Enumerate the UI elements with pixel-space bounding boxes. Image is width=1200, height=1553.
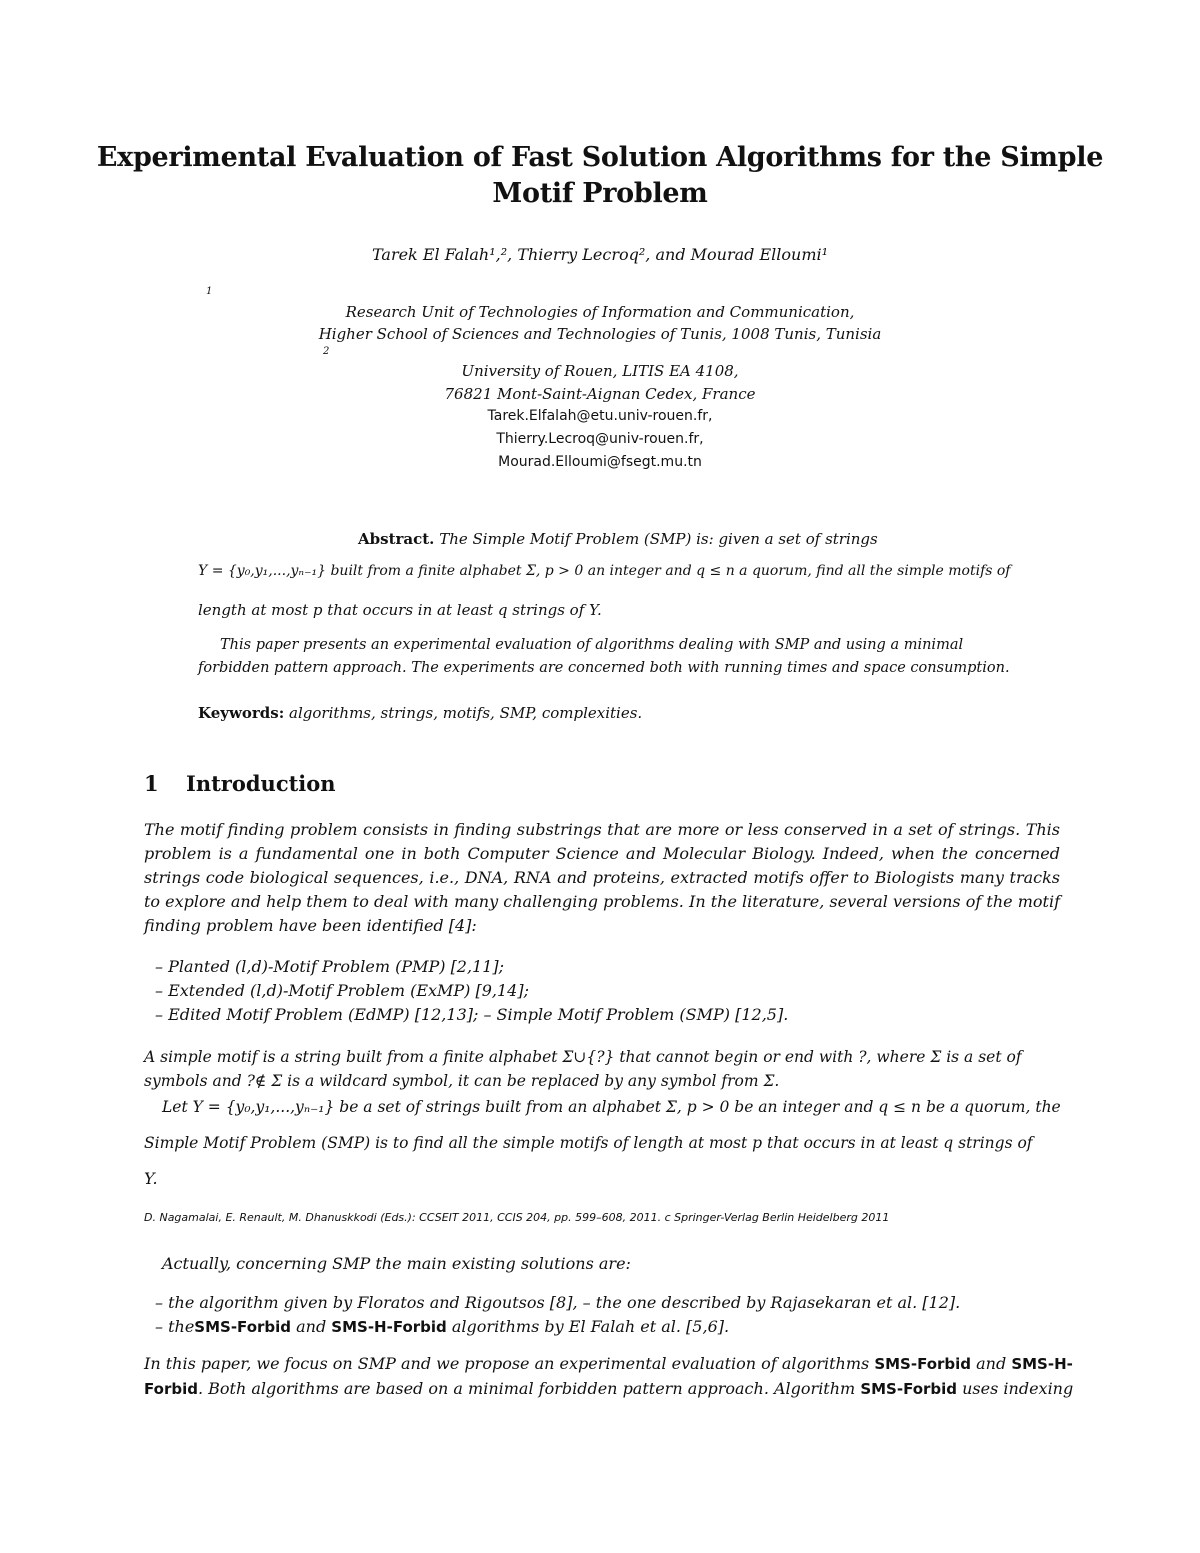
intro-paragraph-3-line-3: Y. (144, 1169, 158, 1188)
intro-paragraph-4: Actually, concerning SMP the main existing solutions are: (162, 1254, 631, 1273)
affiliation-mark-2: 2 (323, 346, 330, 357)
list-item-sms-forbid (155, 1317, 729, 1336)
algorithm-name: SMS-H-Forbid (331, 1318, 447, 1336)
keywords (198, 704, 642, 722)
intro-paragraph-2-line-2: symbols and ?∉ Σ is a wildcard symbol, it can be replaced by any symbol from Σ. (144, 1072, 780, 1090)
algorithm-name: SMS-Forbid (874, 1355, 972, 1373)
list-item-exmp: – Extended (l,d)-Motif Problem (ExMP) [9,14]; (155, 981, 529, 1000)
title-line-2: Motif Problem (492, 178, 708, 209)
intro-paragraph-5-line-1 (144, 1354, 1073, 1373)
section-heading: Introduction (186, 771, 336, 796)
abstract-text-1: The Simple Motif Problem (SMP) is: given a set of strings (439, 530, 878, 548)
affiliation-2-line-1: University of Rouen, LITIS EA 4108, (461, 362, 739, 380)
list-item-pmp: – Planted (l,d)-Motif Problem (PMP) [2,11]; (155, 957, 505, 976)
intro-paragraph-1: The motif finding problem consists in finding substrings that are more or less conserved in a set of strings. This problem is a fundamental one in both Computer Science and Molecular Biology. Indeed, when the concerned strings code biological sequences, i.e., DNA, RNA and proteins, extracted motifs offer to Biologists many tracks to explore and help them to deal with many challenging problems. In the literature, several versions of the motif finding problem have been identified [4]: (144, 820, 1060, 935)
intro-paragraph-2-line-1: A simple motif is a string built from a finite alphabet Σ∪{?} that cannot begin or end with ?, where Σ is a set of (144, 1048, 1022, 1066)
intro-paragraph-3-line-2: Simple Motif Problem (SMP) is to find all the simple motifs of length at most p that occurs in at least q strings of (144, 1134, 1033, 1152)
section-number: 1 (144, 771, 159, 796)
citation-footer: D. Nagamalai, E. Renault, M. Dhanuskkodi (Eds.): CCSEIT 2011, CCIS 204, pp. 599–608, 2011. c Springer-Verlag Berlin Heidelberg 2011 (144, 1211, 890, 1224)
abstract-line-5: forbidden pattern approach. The experiments are concerned both with running times and space consumption. (198, 660, 1010, 676)
intro-paragraph-2 (144, 1045, 1060, 1093)
para5-text: In this paper, we focus on SMP and we propose an experimental evaluation of algorithms (144, 1354, 870, 1373)
list-item-and: and (296, 1317, 327, 1336)
affiliation-1-line-2: Higher School of Sciences and Technologies of Tunis, 1008 Tunis, Tunisia (318, 325, 882, 343)
affiliation-1-line-1: Research Unit of Technologies of Information and Communication, (345, 303, 855, 321)
abstract-line-2: Y = {y₀,y₁,...,yₙ₋₁} built from a finite alphabet Σ, p > 0 an integer and q ≤ n a quorum, find all the simple motifs of (198, 563, 1011, 579)
para5-text: uses indexing (962, 1379, 1074, 1398)
author-email-3: Mourad.Elloumi@fsegt.mu.tn (498, 454, 702, 470)
author-email-2: Thierry.Lecroq@univ-rouen.fr, (496, 431, 704, 447)
list-item-prefix: – the (155, 1317, 195, 1336)
para5-text: . Both algorithms are based on a minimal forbidden pattern approach. Algorithm (197, 1379, 856, 1398)
affiliation-mark-1: 1 (206, 286, 213, 297)
list-item-edmp-smp: – Edited Motif Problem (EdMP) [12,13]; – Simple Motif Problem (SMP) [12,5]. (155, 1005, 789, 1024)
abstract-line-3: length at most p that occurs in at least q strings of Y. (198, 601, 602, 619)
abstract-line-1 (358, 530, 878, 548)
para5-text: and (976, 1354, 1007, 1373)
title-line-1: Experimental Evaluation of Fast Solution Algorithms for the Simple (96, 142, 1104, 173)
algorithm-name: SMS-H- (1011, 1355, 1073, 1373)
algorithm-name: Forbid (144, 1380, 198, 1398)
algorithm-name: SMS-Forbid (860, 1380, 958, 1398)
list-item-existing-solutions: – the algorithm given by Floratos and Rigoutsos [8], – the one described by Rajasekaran et al. [12]. (155, 1293, 961, 1312)
author-email-1: Tarek.Elfalah@etu.univ-rouen.fr, (487, 408, 713, 424)
abstract-label: Abstract. (358, 530, 435, 548)
intro-paragraph-3-line-1: Let Y = {y₀,y₁,...,yₙ₋₁} be a set of strings built from an alphabet Σ, p > 0 be an integer and q ≤ n be a quorum, the (162, 1098, 1061, 1116)
intro-paragraph-5-line-2 (144, 1379, 1073, 1398)
paper-title (0, 140, 1200, 212)
algorithm-name: SMS-Forbid (194, 1318, 292, 1336)
keywords-text: algorithms, strings, motifs, SMP, complexities. (289, 704, 643, 722)
author-list: Tarek El Falah¹,², Thierry Lecroq², and Mourad Elloumi¹ (371, 245, 829, 264)
affiliation-2-line-2: 76821 Mont-Saint-Aignan Cedex, France (444, 385, 756, 403)
abstract-line-4: This paper presents an experimental evaluation of algorithms dealing with SMP and using a minimal (220, 637, 964, 653)
list-item-suffix: algorithms by El Falah et al. [5,6]. (451, 1317, 730, 1336)
keywords-label: Keywords: (198, 704, 285, 722)
